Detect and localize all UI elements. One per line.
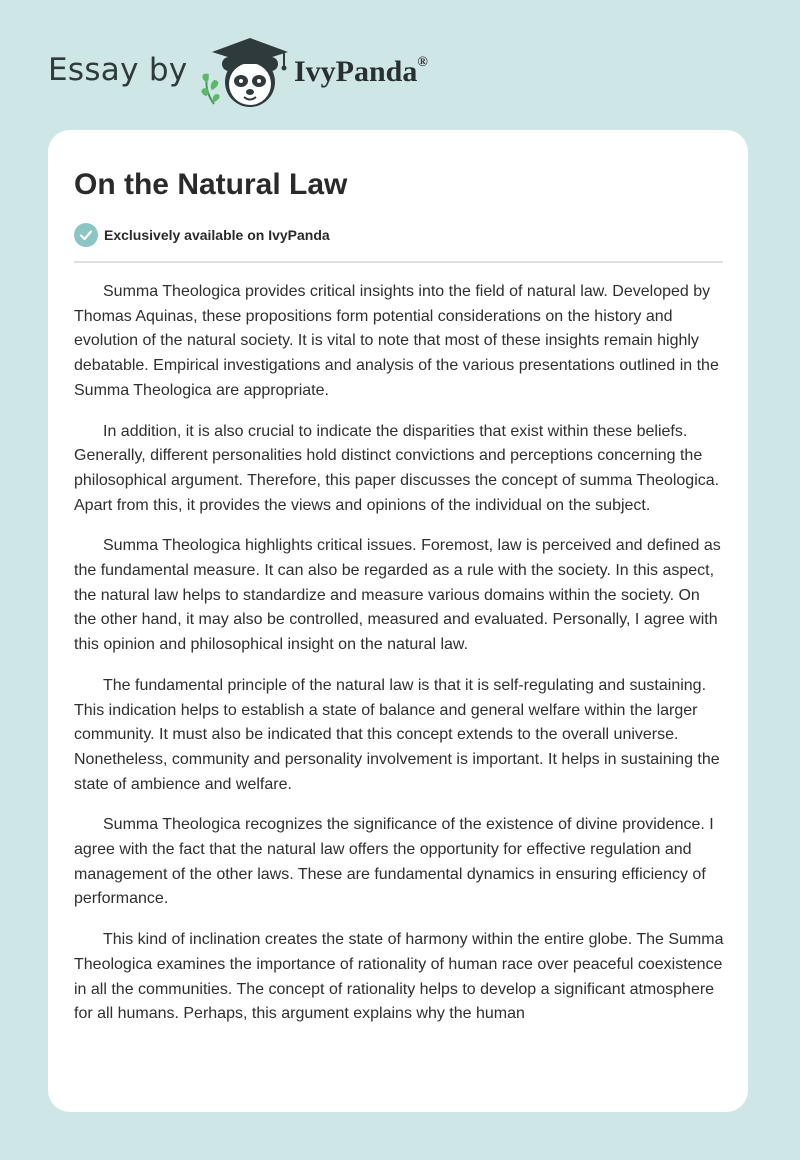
paragraph: In addition, it is also crucial to indicate the disparities that exist within these beliefs. Generally, different personalities hold distinct convictions and perceptions concerning the philosophical argument. Therefore, this paper discusses the concept of summa Theologica. Apart from this, it provides the views and opinions of the individual on the subject. — [74, 422, 720, 514]
page-title: On the Natural Law — [74, 168, 348, 201]
essay-body — [74, 280, 724, 1043]
divider — [74, 261, 723, 263]
exclusive-badge-text: Exclusively available on IvyPanda — [104, 227, 330, 243]
paragraph: This kind of inclination creates the state of harmony within the entire globe. The Summa Theologica examines the importance of rationality of human race over peaceful coexistence in all the communities. The concept of rationality helps to develop a significant atmosphere for all humans. Perhaps, this argument explains why the human — [74, 931, 724, 1023]
brand-name[interactable] — [294, 55, 428, 89]
brand-label: IvyPanda — [294, 55, 418, 88]
paragraph: The fundamental principle of the natural law is that it is self-regulating and sustaining. This indication helps to establish a state of balance and general welfare within the larger community. It must also be indicated that this concept extends to the overall universe. Nonetheless, community and personality involvement is important. It helps in sustaining the state of ambience and welfare. — [74, 676, 720, 793]
essay-by-label: Essay by — [48, 52, 188, 88]
paragraph: Summa Theologica recognizes the significance of the existence of divine providence. I agree with the fact that the natural law offers the opportunity for effective regulation and management of the other laws. These are fundamental dynamics in ensuring efficiency of performance. — [74, 816, 714, 908]
exclusive-badge — [74, 222, 330, 248]
checkmark-icon — [74, 223, 98, 247]
essay-card — [48, 130, 748, 1112]
paragraph: Summa Theologica highlights critical issues. Foremost, law is perceived and defined as the fundamental measure. It can also be regarded as a rule with the society. In this aspect, the natural law helps to standardize and measure various domains within the society. On the other hand, it may also be controlled, measured and evaluated. Personally, I agree with this opinion and philosophical insight on the natural law. — [74, 537, 721, 654]
panda-graduate-icon[interactable] — [200, 34, 292, 110]
site-header — [0, 0, 800, 130]
paragraph: Summa Theologica provides critical insights into the field of natural law. Developed by Thomas Aquinas, these propositions form potential considerations on the history and evolution of the natural society. It is vital to note that most of these insights remain highly debatable. Empirical investigations and analysis of the various presentations outlined in the Summa Theologica are appropriate. — [74, 283, 719, 399]
registered-mark: ® — [417, 55, 428, 70]
